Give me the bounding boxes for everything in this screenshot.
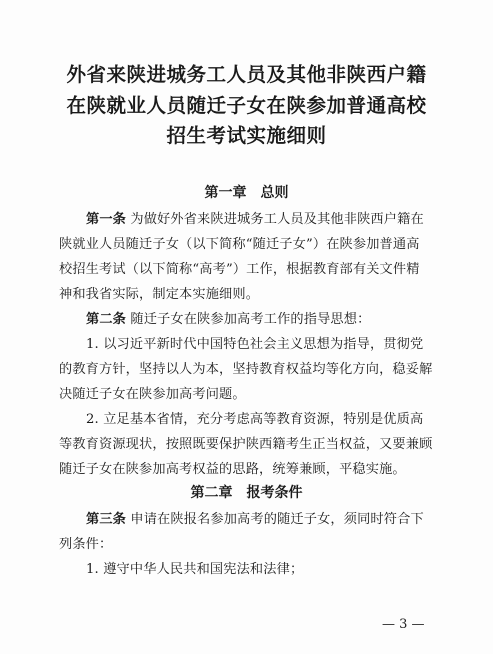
article-2-item-2-line-1: 2. 立足基本省情，充分考虑高等教育资源，特别是优质高 [86, 412, 424, 427]
article-1-text-1: 为做好外省来陕进城务工人员及其他非陕西户籍在 [130, 212, 424, 227]
document-title-line-3: 招生考试实施细则 [166, 124, 327, 147]
article-3-label: 第三条 [86, 512, 127, 527]
article-2-text-1: 随迁子女在陕参加高考工作的指导思想： [130, 312, 371, 327]
chapter-2-name: 报考条件 [246, 485, 303, 501]
article-3-line-2: 列条件： [59, 537, 113, 552]
article-2-item-2-line-2: 等教育资源现状，按照既要保护陕西籍考生正当权益，又要兼顾 [59, 437, 433, 452]
article-3-item-1: 1. 遵守中华人民共和国宪法和法律； [86, 562, 304, 577]
article-1-line-3: 校招生考试（以下简称“高考”）工作，根据教育部有关文件精 [59, 262, 420, 277]
chapter-2-number: 第二章 [190, 485, 233, 501]
article-2-item-1-line-2: 的教育方针，坚持以人为本，坚持教育权益均等化方向，稳妥解 [59, 362, 433, 377]
chapter-2-heading [30, 484, 463, 502]
article-2-label: 第二条 [86, 312, 127, 327]
article-3-text-1: 申请在陕报名参加高考的随迁子女，须同时符合下 [130, 512, 424, 527]
article-2-item-2-line-3: 随迁子女在陕参加高考权益的思路，统筹兼顾，平稳实施。 [59, 462, 406, 477]
article-3-line-1 [86, 511, 451, 529]
article-1-line-1 [86, 211, 451, 229]
article-1-line-2: 陕就业人员随迁子女（以下简称“随迁子女”）在陕参加普通高 [59, 237, 420, 252]
chapter-1-heading [30, 184, 463, 202]
chapter-1-name: 总则 [260, 185, 289, 201]
chapter-1-number: 第一章 [204, 185, 247, 201]
page-number: — 3 — [382, 617, 425, 632]
document-title-line-1: 外省来陕进城务工人员及其他非陕西户籍 [66, 63, 427, 86]
article-2-line-1 [86, 311, 451, 329]
document-title-line-2: 在陕就业人员随迁子女在陕参加普通高校 [66, 94, 427, 117]
article-2-item-1-line-3: 决随迁子女在陕参加高考问题。 [59, 387, 246, 402]
article-1-line-4: 神和我省实际，制定本实施细则。 [59, 287, 260, 302]
article-2-item-1-line-1: 1. 以习近平新时代中国特色社会主义思想为指导，贯彻党 [86, 337, 424, 352]
article-1-label: 第一条 [86, 212, 127, 227]
